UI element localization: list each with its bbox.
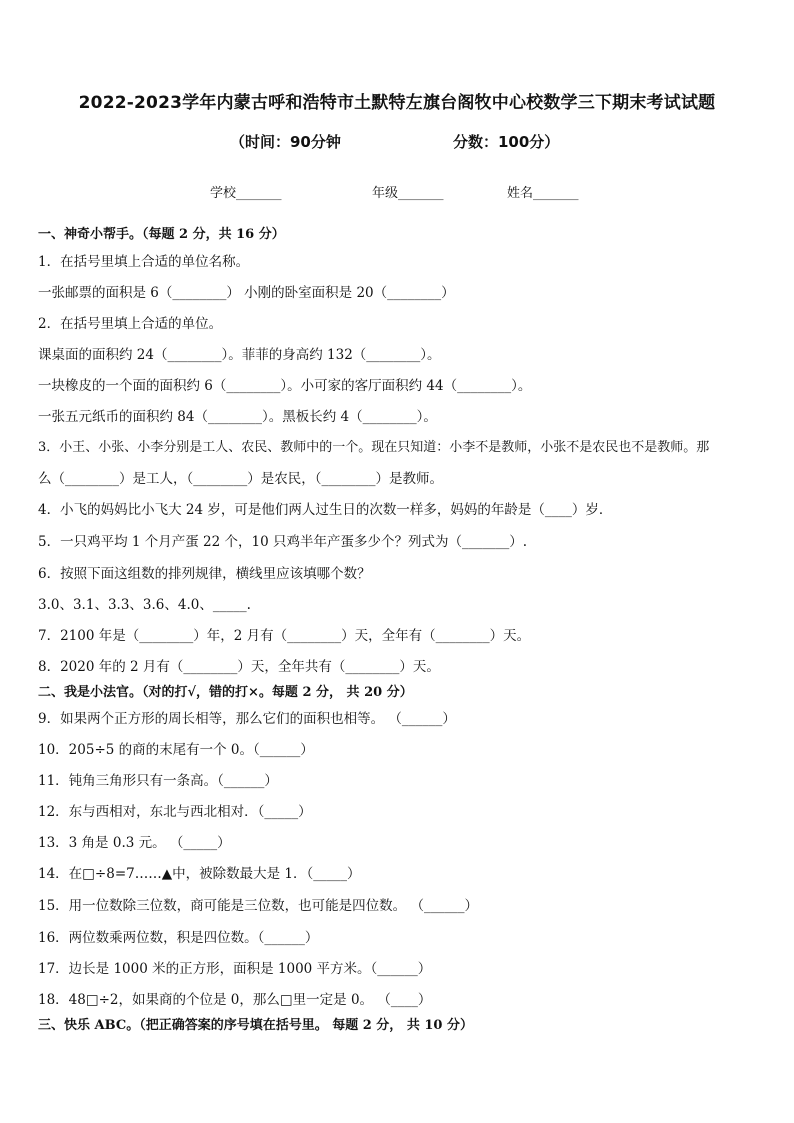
question-line: 7．2100 年是（________）年，2 月有（________）天，全年有（________）天。: [38, 628, 531, 644]
question-line: 15．用一位数除三位数，商可能是三位数，也可能是四位数。 （______）: [38, 898, 478, 914]
section-heading-3: 三、快乐 ABC。（把正确答案的序号填在括号里。 每题 2 分， 共 10 分）: [38, 1018, 473, 1033]
section-heading-2: 二、我是小法官。（对的打√，错的打×。每题 2 分， 共 20 分）: [38, 685, 413, 700]
page-title: 2022-2023学年内蒙古呼和浩特市土默特左旗台阁牧中心校数学三下期末考试试题: [78, 93, 716, 113]
question-line: 一块橡皮的一个面的面积约 6（________）。小可家的客厅面积约 44（________）。: [38, 378, 532, 394]
question-line: 2．在括号里填上合适的单位。: [38, 316, 223, 332]
question-line: 12．东与西相对，东北与西北相对．（_____）: [38, 804, 312, 820]
question-line: 8．2020 年的 2 月有（________）天，全年共有（________）天。: [38, 659, 440, 675]
question-line: 课桌面的面积约 24（________）。菲菲的身高约 132（________）。: [38, 347, 441, 363]
question-line: 10．205÷5 的商的末尾有一个 0。（______）: [38, 742, 314, 758]
question-line: 4．小飞的妈妈比小飞大 24 岁，可是他们两人过生日的次数一样多，妈妈的年龄是（____）岁．: [38, 502, 613, 518]
name-field[interactable]: 姓名_______: [507, 186, 579, 201]
question-line: 5．一只鸡平均 1 个月产蛋 22 个，10 只鸡半年产蛋多少个？列式为（_______）.: [38, 534, 528, 550]
question-line: 9．如果两个正方形的周长相等，那么它们的面积也相等。 （______）: [38, 711, 456, 727]
question-line: 16．两位数乘两位数，积是四位数。（______）: [38, 930, 319, 946]
question-line: 一张五元纸币的面积约 84（________）。黑板长约 4（________）。: [38, 409, 437, 425]
exam-time: （时间：90分钟: [230, 133, 341, 151]
grade-field[interactable]: 年级_______: [372, 186, 444, 201]
question-line: 6．按照下面这组数的排列规律，横线里应该填哪个数？: [38, 566, 371, 582]
question-line: 3．小王、小张、小李分别是工人、农民、教师中的一个。现在只知道：小李不是教师，小张不是农民也不是教师。那: [38, 440, 710, 455]
section-heading-1: 一、神奇小帮手。（每题 2 分，共 16 分）: [38, 227, 285, 242]
question-line: 么（________）是工人，（________）是农民，（________）是教师。: [38, 471, 443, 487]
question-line: 13．3 角是 0.3 元。 （_____）: [38, 835, 231, 851]
question-line: 3.0、3.1、3.3、3.6、4.0、_____.: [38, 597, 251, 613]
question-line: 1．在括号里填上合适的单位名称。: [38, 254, 250, 270]
question-line: 一张邮票的面积是 6（________） 小刚的卧室面积是 20（________）: [38, 285, 455, 301]
question-line: 11．钝角三角形只有一条高。（______）: [38, 773, 278, 789]
school-field[interactable]: 学校_______: [210, 186, 282, 201]
question-line: 17．边长是 1000 米的正方形，面积是 1000 平方米。（______）: [38, 961, 432, 977]
question-line: 14．在□÷8=7……▲中，被除数最大是 1．（_____）: [38, 866, 361, 882]
question-line: 18．48□÷2，如果商的个位是 0，那么□里一定是 0。 （____）: [38, 992, 432, 1008]
exam-score: 分数：100分）: [453, 133, 560, 151]
